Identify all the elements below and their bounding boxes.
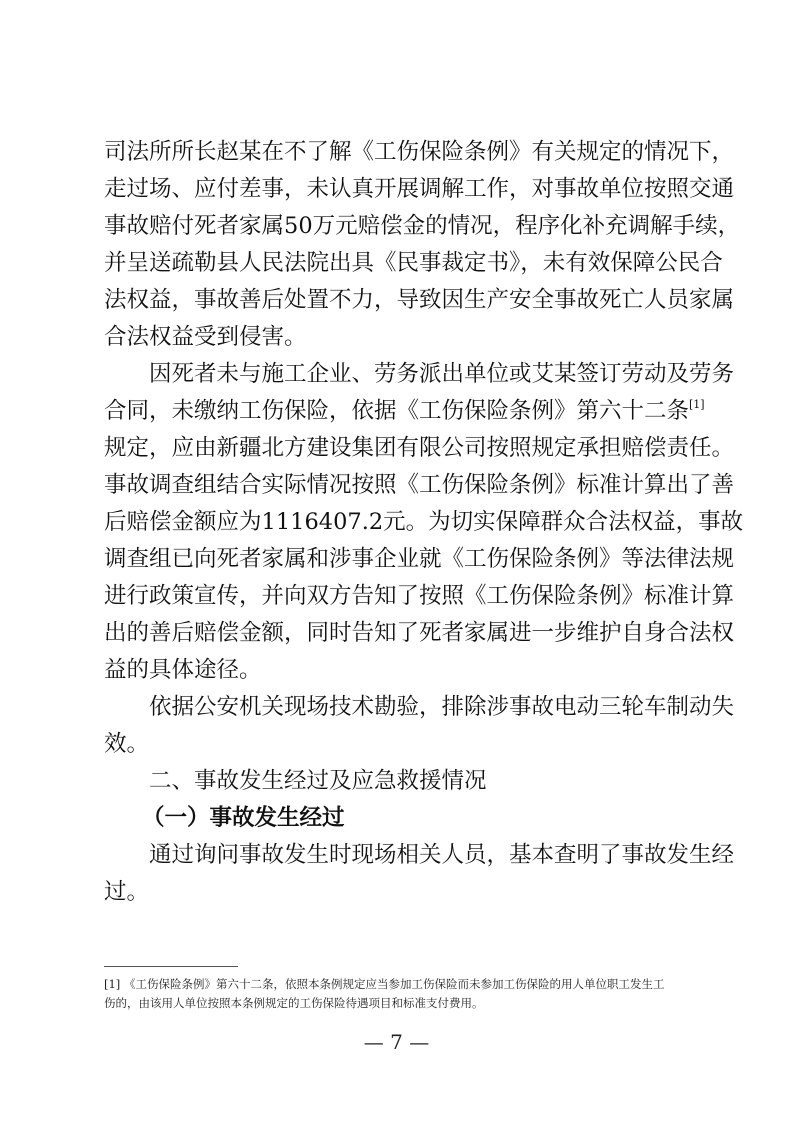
subsection-heading: （一）事故发生经过	[142, 805, 345, 831]
page-number: — 7 —	[363, 1030, 430, 1054]
text-line: 并呈送疏勒县人民法院出具《民事裁定书》，未有效保障公民合	[104, 250, 723, 276]
text-line: 因死者未与施工企业、劳务派出单位或艾某签订劳动及劳务	[149, 361, 735, 387]
paragraph-1	[104, 134, 741, 356]
footnote	[104, 975, 704, 1013]
text-line: 司法所所长赵某在不了解《工伤保险条例》有关规定的情况下，	[104, 139, 735, 165]
text-line: 出的善后赔偿金额，同时告知了死者家属进一步维护自身合法权	[104, 620, 735, 646]
footnote-reference: [1]	[689, 398, 705, 411]
text-line: 调查组已向死者家属和涉事企业就《工伤保险条例》等法律法规	[104, 546, 735, 572]
text-line: 过。	[104, 879, 150, 905]
text-line: 进行政策宣传，并向双方告知了按照《工伤保险条例》标准计算	[104, 583, 735, 609]
text-line: 效。	[104, 731, 150, 757]
footnote-line: 伤的，由该用人单位按照本条例规定的工伤保险待遇项目和标准支付费用。	[104, 996, 484, 1010]
paragraph-4	[104, 837, 735, 911]
footnote-divider	[104, 966, 238, 967]
text-line: 通过询问事故发生时现场相关人员，基本查明了事故发生经	[149, 842, 735, 868]
text-line: 事故调查组结合实际情况按照《工伤保险条例》标准计算出了善	[104, 472, 735, 498]
body-text	[104, 134, 744, 911]
section-heading: 二、事故发生经过及应急救援情况	[149, 768, 487, 794]
text-line: 依据公安机关现场技术勘验，排除涉事故电动三轮车制动失	[149, 694, 735, 720]
paragraph-2	[104, 356, 744, 689]
text-line: 后赔偿金额应为1116407.2元。为切实保障群众合法权益，事故	[104, 509, 744, 535]
text-line	[104, 393, 705, 430]
text-line: 规定，应由新疆北方建设集团有限公司按照规定承担赔偿责任。	[104, 435, 735, 461]
text-line: 走过场、应付差事，未认真开展调解工作，对事故单位按照交通	[104, 176, 735, 202]
paragraph-3	[104, 689, 735, 763]
text-line: 合法权益受到侵害。	[104, 324, 307, 350]
text-line: 益的具体途径。	[104, 657, 262, 683]
text-line: 事故赔付死者家属50万元赔偿金的情况，程序化补充调解手续，	[104, 213, 741, 239]
text-line-content: 合同，未缴纳工伤保险，依据《工伤保险条例》第六十二条	[104, 398, 690, 424]
text-line: 法权益，事故善后处置不力，导致因生产安全事故死亡人员家属	[104, 287, 735, 313]
footnote-line: [1] 《工伤保险条例》第六十二条，依照本条例规定应当参加工伤保险而未参加工伤保险的用人单位职工发生工	[104, 977, 665, 991]
